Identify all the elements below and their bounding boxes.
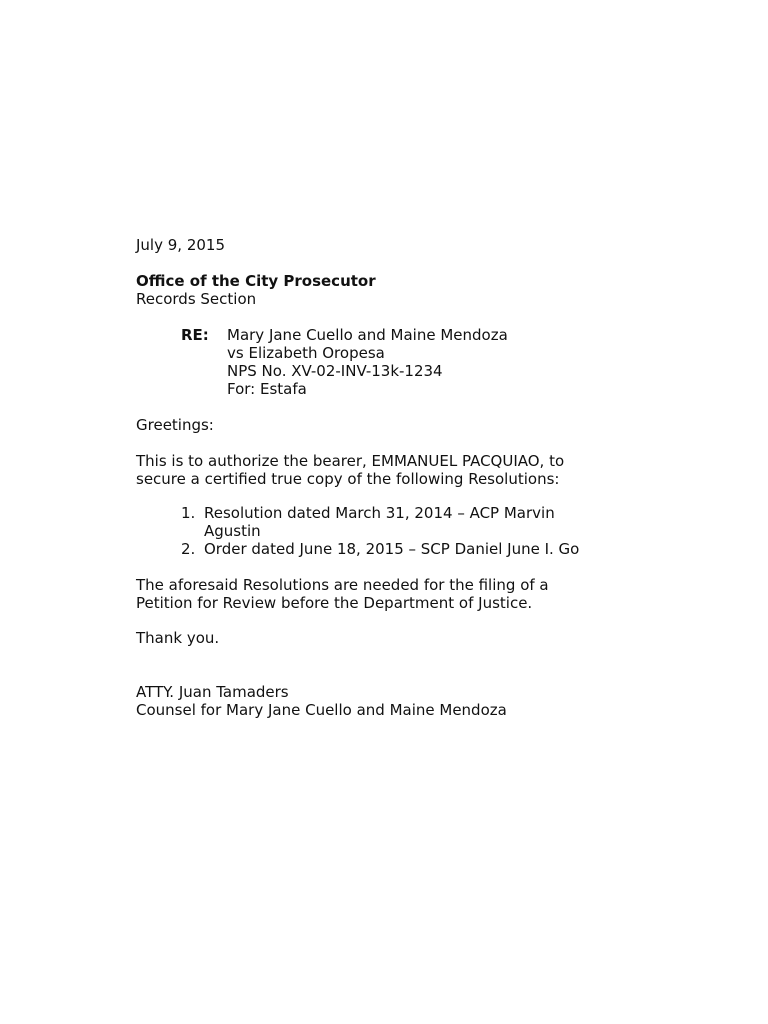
re-line-case-number: NPS No. XV-02-INV-13k-1234 <box>227 362 443 380</box>
addressee-office: Office of the City Prosecutor <box>136 272 376 290</box>
addressee-section: Records Section <box>136 290 257 308</box>
body-intro-line: This is to authorize the bearer, EMMANUEL PACQUIAO, to <box>136 452 565 470</box>
closing: Thank you. <box>136 629 220 647</box>
body-intro-line: secure a certified true copy of the following Resolutions: <box>136 470 560 488</box>
re-line-respondent: vs Elizabeth Oropesa <box>227 344 385 362</box>
list-item-text: Resolution dated March 31, 2014 – ACP Marvin <box>204 504 555 522</box>
list-item-number: 1. <box>181 504 196 522</box>
list-item-text: Order dated June 18, 2015 – SCP Daniel June I. Go <box>204 540 580 558</box>
re-label: RE: <box>181 326 209 344</box>
re-line-offense: For: Estafa <box>227 380 307 398</box>
body-purpose-line: The aforesaid Resolutions are needed for the filing of a <box>136 576 549 594</box>
body-purpose-line: Petition for Review before the Department of Justice. <box>136 594 533 612</box>
re-line-parties: Mary Jane Cuello and Maine Mendoza <box>227 326 508 344</box>
greeting: Greetings: <box>136 416 214 434</box>
signatory-title: Counsel for Mary Jane Cuello and Maine Mendoza <box>136 701 507 719</box>
letter-date: July 9, 2015 <box>136 236 225 254</box>
signatory-name: ATTY. Juan Tamaders <box>136 683 289 701</box>
list-item-text: Agustin <box>204 522 261 540</box>
list-item-number: 2. <box>181 540 196 558</box>
